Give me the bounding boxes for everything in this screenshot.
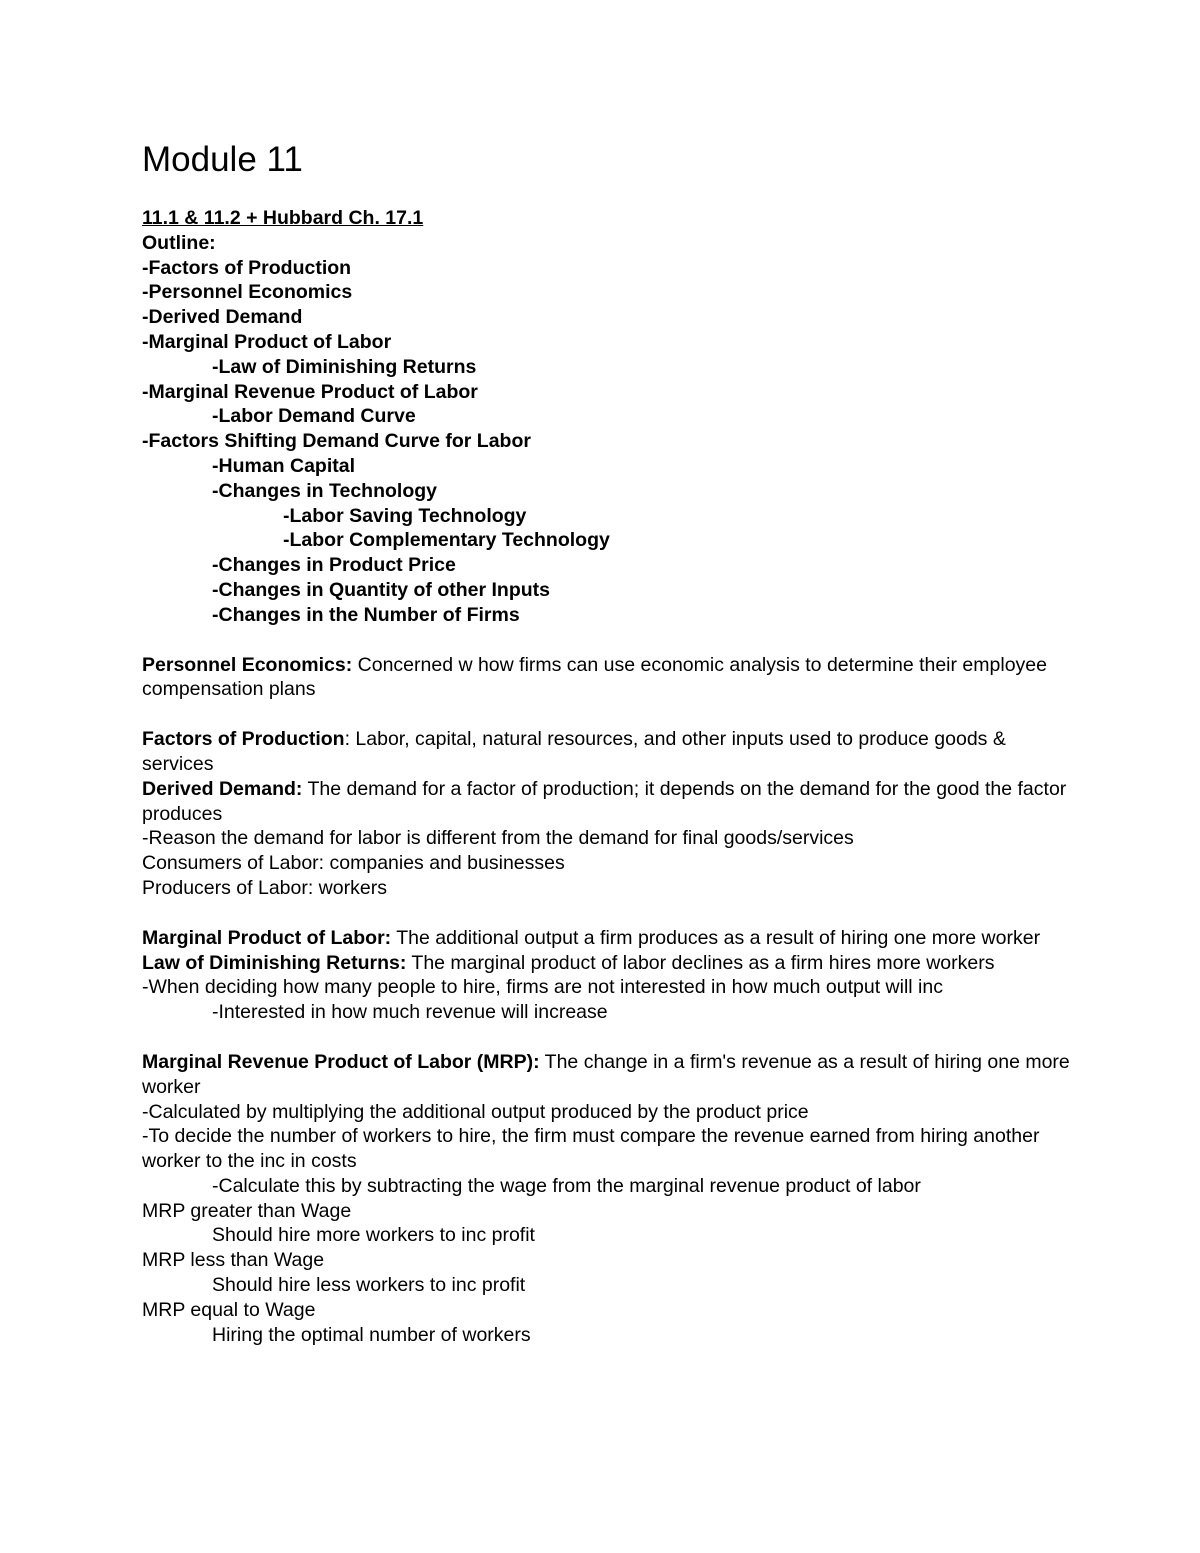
outline-item: -Marginal Product of Labor bbox=[142, 330, 392, 353]
mrp-decision-note: -To decide the number of workers to hire, the firm must compare the revenue earned from hiring another worker to the inc in costs bbox=[142, 1125, 1040, 1173]
outline-item: -Derived Demand bbox=[142, 306, 303, 329]
marginal-product-section bbox=[142, 926, 1082, 1025]
derived-demand-definition: Derived Demand: The demand for a factor of production; it depends on the demand for the good the factor produces bbox=[142, 777, 1067, 825]
producers-of-labor: Producers of Labor: workers bbox=[142, 876, 387, 899]
document-page bbox=[142, 138, 1082, 1347]
revenue-note: -Interested in how much revenue will increase bbox=[212, 1001, 608, 1024]
factors-of-production-definition: Factors of Production: Labor, capital, natural resources, and other inputs used to produce goods & services bbox=[142, 728, 1006, 775]
outline-label: Outline: bbox=[142, 231, 216, 254]
section-heading: 11.1 & 11.2 + Hubbard Ch. 17.1 bbox=[142, 207, 424, 229]
mrp-subtract-note: -Calculate this by subtracting the wage from the marginal revenue product of labor bbox=[212, 1174, 921, 1197]
outline-item: -Human Capital bbox=[212, 454, 356, 477]
term-label: Law of Diminishing Returns: bbox=[142, 951, 407, 974]
outline-item: -Personnel Economics bbox=[142, 281, 353, 304]
mrp-case-equal-result: Hiring the optimal number of workers bbox=[212, 1323, 531, 1346]
document-title: Module 11 bbox=[142, 140, 303, 179]
personnel-economics-section bbox=[142, 653, 1082, 703]
term-label: Factors of Production bbox=[142, 728, 345, 751]
term-label: Personnel Economics: bbox=[142, 653, 353, 676]
consumers-of-labor: Consumers of Labor: companies and businesses bbox=[142, 852, 565, 875]
term-label: Marginal Revenue Product of Labor (MRP): bbox=[142, 1050, 540, 1073]
diminishing-returns-definition: Law of Diminishing Returns: The marginal product of labor declines as a firm hires more workers bbox=[142, 951, 995, 974]
mrp-case-less-result: Should hire less workers to inc profit bbox=[212, 1274, 526, 1297]
hiring-note: -When deciding how many people to hire, firms are not interested in how much output will inc bbox=[142, 976, 943, 999]
mrp-case-greater: MRP greater than Wage bbox=[142, 1199, 352, 1222]
derived-demand-note: -Reason the demand for labor is different from the demand for final goods/services bbox=[142, 827, 854, 850]
term-label: Derived Demand: bbox=[142, 777, 303, 800]
mrp-calculation-note: -Calculated by multiplying the additional output produced by the product price bbox=[142, 1100, 809, 1123]
outline-item: -Changes in the Number of Firms bbox=[212, 603, 520, 626]
outline-item: -Changes in Quantity of other Inputs bbox=[212, 578, 550, 601]
mrp-case-greater-result: Should hire more workers to inc profit bbox=[212, 1224, 535, 1247]
outline-item: -Marginal Revenue Product of Labor bbox=[142, 380, 478, 403]
outline-item: -Factors of Production bbox=[142, 256, 352, 279]
mrp-section bbox=[142, 1050, 1082, 1348]
outline-item: -Factors Shifting Demand Curve for Labor bbox=[142, 430, 531, 453]
factors-derived-section bbox=[142, 727, 1082, 901]
outline-item: -Changes in Technology bbox=[212, 479, 437, 502]
outline-item: -Labor Demand Curve bbox=[212, 405, 416, 428]
personnel-economics-definition: Personnel Economics: Concerned w how firms can use economic analysis to determine their employee compensation plans bbox=[142, 653, 1047, 701]
mrp-case-equal: MRP equal to Wage bbox=[142, 1298, 316, 1321]
outline-item: -Law of Diminishing Returns bbox=[212, 355, 477, 378]
marginal-product-definition: Marginal Product of Labor: The additional output a firm produces as a result of hiring one more worker bbox=[142, 926, 1041, 949]
term-label: Marginal Product of Labor: bbox=[142, 926, 392, 949]
outline-item: -Changes in Product Price bbox=[212, 554, 456, 577]
mrp-case-less: MRP less than Wage bbox=[142, 1249, 325, 1272]
mrp-definition: Marginal Revenue Product of Labor (MRP): The change in a firm's revenue as a result of hiring one more worker bbox=[142, 1050, 1070, 1098]
outline-item: -Labor Saving Technology bbox=[283, 504, 527, 527]
outline-item: -Labor Complementary Technology bbox=[283, 529, 610, 552]
outline-list bbox=[142, 256, 1082, 628]
